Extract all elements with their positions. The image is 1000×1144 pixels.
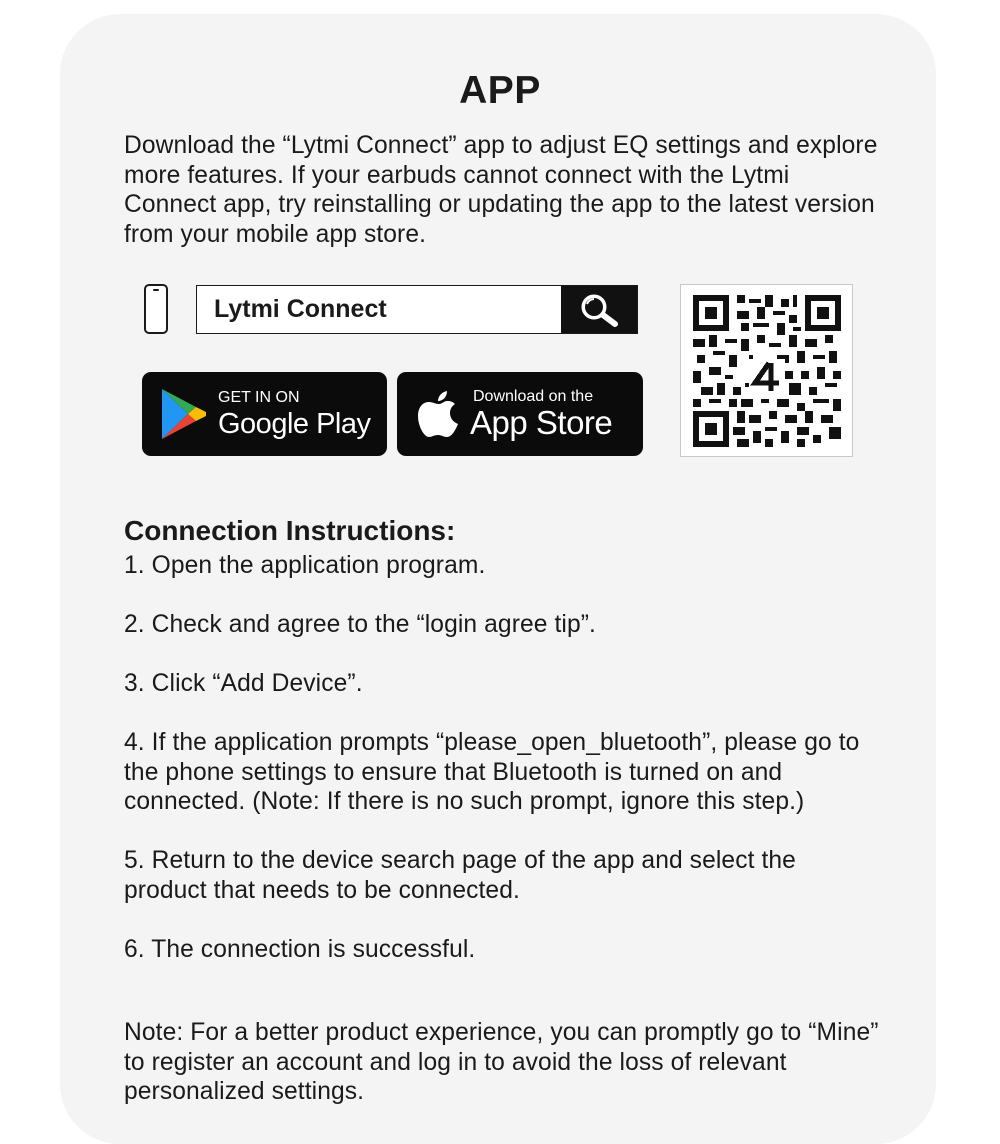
search-query: Lytmi Connect (214, 295, 387, 323)
apple-icon (413, 387, 465, 441)
account-note: Note: For a better product experience, you can promptly go to “Mine” to register an account and log in to avoid the loss of relevant personalized settings. (124, 1019, 879, 1105)
intro-paragraph: Download the “Lytmi Connect” app to adjust EQ settings and explore more features. If your earbuds cannot connect with the Lytmi Connect app, try reinstalling or updating the app to the latest version from your mobile app store. (124, 132, 878, 248)
google-play-label: Google Play (218, 408, 371, 440)
instruction-step: 2. Check and agree to the “login agree tip”. (124, 611, 596, 638)
app-store-caption: Download on the (473, 388, 594, 405)
search-icon (574, 290, 624, 330)
instruction-step: 6. The connection is successful. (124, 935, 476, 963)
instruction-step: 1. Open the application program. (124, 552, 486, 579)
instruction-steps (124, 551, 884, 994)
instruction-step: 4. If the application prompts “please_open_bluetooth”, please go to the phone settings to ensure that Bluetooth is turned on and connected. (Note: If there is no such prompt, ignore this step.) (124, 729, 860, 815)
instructions-heading: Connection Instructions: (124, 515, 456, 546)
search-button[interactable] (561, 286, 637, 333)
phone-icon (144, 284, 168, 334)
google-play-badge[interactable] (142, 372, 387, 456)
google-play-icon (158, 387, 210, 441)
instruction-step: 5. Return to the device search page of the app and select the product that needs to be connected. (124, 847, 796, 904)
page-title: APP (459, 69, 541, 112)
app-search-bar[interactable] (196, 285, 638, 334)
google-play-caption: GET IN ON (218, 389, 300, 406)
app-store-label: App Store (470, 404, 613, 441)
app-store-badge[interactable] (397, 372, 643, 456)
qr-code (680, 284, 853, 457)
instruction-step: 3. Click “Add Device”. (124, 670, 363, 697)
